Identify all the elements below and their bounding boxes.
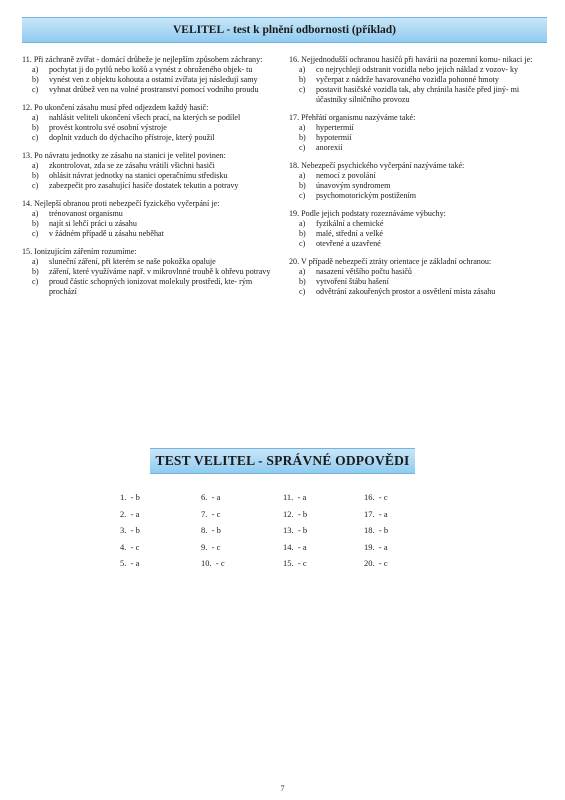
option-text: zabezpečit pro zasahující hasiče dostatek tekutin a potravy <box>49 181 239 190</box>
answers-column-2 <box>201 489 225 572</box>
option-letter: c) <box>299 287 306 296</box>
question-text: 16. Nejjednodušší ochranou hasičů při havárii na pozemní komu- nikaci je: <box>289 55 533 64</box>
answer-option <box>22 171 277 181</box>
option-letter: a) <box>299 171 306 180</box>
answer-option <box>22 65 277 75</box>
answer-option <box>289 229 544 239</box>
answers-title: TEST VELITEL - SPRÁVNÉ ODPOVĚDI <box>155 453 410 468</box>
answer-option <box>22 113 277 123</box>
option-letter: c) <box>299 239 306 248</box>
option-text: fyzikální a chemické <box>316 219 384 228</box>
option-text: záření, které využíváme např. v mikrovlnné troubě k ohřevu potravy <box>49 267 271 276</box>
answer-option <box>289 191 544 201</box>
option-letter: b) <box>32 75 39 84</box>
option-letter: b) <box>299 181 306 190</box>
answer-key-item: 8. - b <box>201 525 221 535</box>
option-text: trénovanost organismu <box>49 209 123 218</box>
question-text: 18. Nebezpečí psychického vyčerpání nazýváme také: <box>289 161 465 170</box>
answer-option <box>22 229 277 239</box>
option-letter: a) <box>299 123 306 132</box>
question-text: 15. Ionizujícím zářením rozumíme: <box>22 247 137 256</box>
option-text: otevřené a uzavřené <box>316 239 381 248</box>
answer-option <box>22 85 277 95</box>
option-text: anorexií <box>316 143 343 152</box>
option-letter: c) <box>299 143 306 152</box>
answer-option <box>289 219 544 229</box>
option-letter: a) <box>299 65 306 74</box>
question-text: 20. V případě nebezpečí ztráty orientace je základní ochranou: <box>289 257 492 266</box>
option-text: postavit hasičské vozidla tak, aby chránila hasiče před jiný- mi účastníky silničního provozu <box>316 85 520 104</box>
answer-key-item: 7. - c <box>201 508 221 519</box>
answer-option <box>289 171 544 181</box>
option-text: vyčerpat z nádrže havarovaného vozidla pohonné hmoty <box>316 75 499 84</box>
option-text: ohlásit návrat jednotky na stanici operačnímu středisku <box>49 171 228 180</box>
answer-option <box>289 277 544 287</box>
page-number: 7 <box>280 784 285 793</box>
option-letter: b) <box>32 171 39 180</box>
answer-option <box>22 219 277 229</box>
questions-left-column <box>22 55 277 305</box>
option-letter: a) <box>32 161 39 170</box>
answer-option <box>22 181 277 191</box>
option-letter: c) <box>32 229 39 238</box>
answer-option <box>289 65 544 75</box>
option-text: nemocí z povolání <box>316 171 376 180</box>
option-letter: c) <box>32 133 39 142</box>
page-header-title: VELITEL - test k plnění odbornosti (příklad) <box>172 24 397 36</box>
answer-key-item: 5. - a <box>120 558 140 568</box>
option-text: malé, střední a velké <box>316 229 383 238</box>
answer-option <box>22 123 277 133</box>
answer-option <box>289 287 544 297</box>
answer-option <box>22 257 277 267</box>
answer-option <box>289 181 544 191</box>
option-letter: a) <box>32 257 39 266</box>
option-letter: a) <box>32 65 39 74</box>
option-letter: b) <box>299 75 306 84</box>
answer-key-item: 17. - a <box>364 508 388 519</box>
answer-key-item: 19. - a <box>364 541 388 552</box>
answer-option <box>289 123 544 133</box>
option-letter: a) <box>299 267 306 276</box>
option-text: hypertermií <box>316 123 354 132</box>
answer-option <box>22 267 277 277</box>
question-text: 19. Podle jejich podstaty rozeznáváme výbuchy: <box>289 209 446 218</box>
question-block <box>289 113 544 153</box>
answer-option <box>289 85 544 105</box>
option-letter: c) <box>299 191 306 200</box>
answer-option <box>22 75 277 85</box>
option-text: najít si lehčí práci u zásahu <box>49 219 137 228</box>
answer-option <box>289 239 544 249</box>
answer-option <box>22 209 277 219</box>
option-letter: b) <box>299 229 306 238</box>
question-block <box>289 209 544 249</box>
answer-option <box>22 277 277 297</box>
option-text: doplnit vzduch do dýchacího přístroje, který použil <box>49 133 215 142</box>
answer-option <box>22 133 277 143</box>
option-text: sluneční záření, při kterém se naše pokožka opaluje <box>49 257 216 266</box>
question-block <box>22 247 277 297</box>
option-text: únavovým syndromem <box>316 181 391 190</box>
option-text: pochytat ji do pytlů nebo košů a vynést z ohroženého objek- tu <box>49 65 253 74</box>
question-block <box>289 161 544 201</box>
question-block <box>22 103 277 143</box>
answer-option <box>289 75 544 85</box>
question-text: 17. Přehřátí organismu nazýváme také: <box>289 113 416 122</box>
option-text: vynést ven z objektu kohouta a ostatní zvířata jej následují samy <box>49 75 258 84</box>
option-letter: b) <box>299 277 306 286</box>
option-text: odvětrání zakouřených prostor a osvětlení místa zásahu <box>316 287 496 296</box>
answer-key-item: 18. - b <box>364 525 389 535</box>
questions-right-column <box>289 55 544 305</box>
option-text: co nejrychleji odstranit vozidla nebo jejich náklad z vozov- ky <box>316 65 519 74</box>
answer-option <box>289 267 544 277</box>
question-block <box>22 55 277 95</box>
option-text: nahlásit veliteli ukončení všech prací, na kterých se podílel <box>49 113 241 122</box>
answer-key-item: 9. - c <box>201 541 221 552</box>
option-letter: c) <box>32 85 39 94</box>
option-text: psychomotorickým postižením <box>316 191 417 200</box>
option-letter: a) <box>299 219 306 228</box>
answer-option <box>289 143 544 153</box>
question-block <box>22 199 277 239</box>
option-text: provést kontrolu své osobní výstroje <box>49 123 167 132</box>
option-text: zkontrolovat, zda se ze zásahu vrátili všichni hasiči <box>49 161 215 170</box>
option-text: nasazení většího počtu hasičů <box>316 267 412 276</box>
answer-key-item: 2. - a <box>120 508 140 519</box>
option-letter: b) <box>32 219 39 228</box>
option-letter: b) <box>32 123 39 132</box>
answer-option <box>22 161 277 171</box>
answer-key-item: 15. - c <box>283 558 307 568</box>
page-header-bar <box>22 17 547 43</box>
option-text: v žádném případě u zásahu neběhat <box>49 229 164 238</box>
option-letter: b) <box>32 267 39 276</box>
question-block <box>22 151 277 191</box>
answer-key-item: 1. - b <box>120 492 140 502</box>
question-text: 14. Nejlepší obranou proti nebezpečí fyzického vyčerpání je: <box>22 199 220 208</box>
answer-key-item: 4. - c <box>120 541 140 552</box>
answers-title-bar <box>150 448 415 474</box>
question-text: 11. Při záchraně zvířat - domácí drůbeže je nejlepším způsobem záchrany: <box>22 55 263 64</box>
question-block <box>289 257 544 297</box>
answer-key-item: 14. - a <box>283 541 307 552</box>
answers-column-3 <box>283 489 307 572</box>
option-letter: b) <box>299 133 306 142</box>
question-block <box>289 55 544 105</box>
question-text: 12. Po ukončení zásahu musí před odjezdem každý hasič: <box>22 103 209 112</box>
question-text: 13. Po návratu jednotky ze zásahu na stanici je velitel povinen: <box>22 151 226 160</box>
answer-key-item: 13. - b <box>283 525 308 535</box>
answer-key-item: 11. - a <box>283 492 307 502</box>
answers-column-4 <box>364 489 388 572</box>
answer-option <box>289 133 544 143</box>
option-letter: a) <box>32 113 39 122</box>
answer-key-item: 6. - a <box>201 492 221 502</box>
option-letter: c) <box>299 85 306 94</box>
answer-key-item: 16. - c <box>364 492 388 502</box>
option-text: hypotermií <box>316 133 352 142</box>
answers-column-1 <box>120 489 140 572</box>
answer-key-item: 10. - c <box>201 558 225 568</box>
answer-key-item: 12. - b <box>283 508 308 519</box>
option-letter: c) <box>32 181 39 190</box>
option-letter: a) <box>32 209 39 218</box>
option-text: proud částic schopných ionizovat molekuly prostředí, kte- rým prochází <box>49 277 253 296</box>
answer-key-item: 3. - b <box>120 525 140 535</box>
option-text: vytvoření štábu hašení <box>316 277 389 286</box>
option-text: vyhnat drůbež ven na volné prostranství pomocí vodního proudu <box>49 85 259 94</box>
answer-key-item: 20. - c <box>364 558 388 568</box>
option-letter: c) <box>32 277 39 286</box>
